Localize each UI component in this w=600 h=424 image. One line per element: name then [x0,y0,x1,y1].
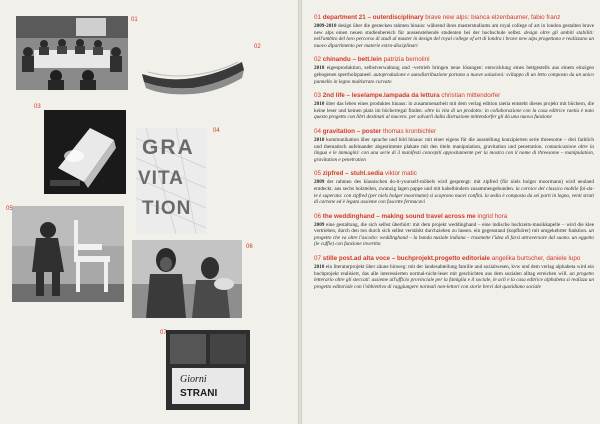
entry-body [314,23,594,49]
entry-text-de: design über die gestecken rahmen hinaus: während ihres masterstudiums am royal college of art in london gestalten brave new alps einen neuen studienbereich für aussenstehende studenten bei der hochschule selbst. [314,23,594,36]
entry-number: 02 [314,56,322,64]
entry-title: the weddinghand – making sound travel across me [322,212,476,220]
photo-number: 03 [34,104,41,110]
photo-01-image [16,16,128,90]
entry-body [314,264,594,290]
project-entry [314,14,594,49]
entry-body [314,65,594,85]
photo-04-image [136,128,206,234]
poster-line-3: TION [142,198,192,219]
photo-number: 01 [131,17,138,23]
project-entry [314,128,594,163]
entry-number: 03 [314,92,322,100]
entry-text-it: un progetto che va oltre l'ascolto: weddinghand – la banda nuziale indiana – trasmette l'idea di farsi attraversare dal suono. un oggetto (le cuffie) con funzione invertita [314,228,594,248]
entry-year: 2010 [314,101,325,108]
project-entry [314,255,594,290]
photo-02 [138,52,248,98]
project-entry [314,170,594,205]
entry-heading [314,213,594,221]
entry-number: 01 [314,14,322,21]
entry-title: zipfred – stuhl.sedia [322,170,384,178]
entry-title: gravitation – poster [322,127,382,135]
poster-line-1: GRA [142,136,195,159]
entry-authors: angelika burtscher, daniele lupo [490,255,581,263]
entry-text-de: eigenproduktion, selbstverwaltung und -vertrieb bringen neue lösungen: entwicklung eines bettgestells aus einem einzigen gebogenen sperrholzpaneel. [314,65,594,78]
entry-authors: ingrid hora [475,212,508,220]
photo-number: 05 [6,206,13,212]
entry-heading [314,128,594,136]
entry-year: 2009 [314,179,325,186]
entry-text-it: design oltre gli ambiti stabiliti: nell'ambito del loro percorso di studi al master in design del royal college of art di londra i brave new alps progettano e realizzano un nuovo dipartimento per materie extra-disciplinari [314,29,595,49]
book-line-1: Giorni [180,374,207,385]
entry-number: 04 [314,127,322,135]
left-page [0,0,298,424]
entry-heading [314,14,594,22]
entry-title: department 21 – outerdisciplinary [322,14,424,21]
photo-07 [166,330,250,410]
entry-year: 2010 [314,65,325,72]
entry-body [314,137,594,163]
entry-body [314,222,594,248]
entry-text-de: kommunikation über sprache und bild hinaus: mit einer eigens für die ausstellung konzipierten serie threesome – drei farblich und thematisch aufeinander abgestimmte plakate mit den titeln manipulation, gravitation und penetration. [314,136,594,150]
entry-text-it: un progetto letterario oltre gli steccati: assieme all'ufficio provinciale per la famiglia e il sociale, le acli e la casa editrice alphabeta si realizza un progetto editoriale con l'obbiettivo di raggiungere normali non-lettori con storie brevi dal quotidiano sociale [314,270,594,290]
entry-number: 06 [314,212,322,220]
photo-05-image [12,206,124,302]
entry-title: stille post.ad alta voce – buchprojekt.progetto editoriale [322,255,491,263]
entry-heading [314,255,594,263]
entry-text-de: der rahmen des klassischen do-it-yourself-möbels wird gesprengt: mit zipfred (für niels holger moormann) wird neuland entdeckt. aus sechs holzteilen, zwanzig lagen pappe und mit kabelbindern zusammengebunden. [314,179,594,192]
entry-body [314,179,594,205]
entry-year: 2009-2010 [314,23,337,29]
entry-authors: brave new alps: bianca elzenbaumer, fabio franz [423,14,561,21]
photo-03-image [44,110,126,194]
entry-heading [314,170,594,178]
entry-text-de: über das leben eines produktes hinaus: in zusammenarbeit mit dem verlag edition raetia entsteht dieses projekt mit büchern, die keine leser und keinen platz im bücherregal finden. [314,101,594,114]
entry-heading [314,56,594,64]
photo-03 [44,110,126,194]
photo-01 [16,16,128,90]
photo-04 [136,128,206,234]
entry-title: 2nd life – leselampe.lampada da lettura [322,92,440,100]
entry-year: 2010 [314,136,325,143]
project-entry [314,56,594,85]
entry-heading [314,92,594,100]
project-entries [314,14,594,297]
photo-07-image [166,330,250,410]
entry-year: 2010 [314,264,325,271]
photo-number: 06 [246,244,253,250]
photo-06 [132,240,242,318]
poster-line-2: VITA [138,168,184,189]
entry-authors: patrizia bernolini [381,56,430,64]
entry-number: 05 [314,170,322,178]
entry-text-de: ein literaturprojekt über zäune hinweg: mit der landesabteilung familie und sozialwesen, kvw und dem verlag alphabeta wird ein buchprojekt realisiert, das alle interessierten normal-nicht-leser mit geschichten aus dem sozialen alltag erreichen will. [314,264,594,277]
entry-authors: christian mittendorfer [439,92,501,100]
entry-text-it: la cornice del classico mobile fai-da-te è superata: con zipfred (per niels holger moormann) si scoprono nuovi confini. la sedia è composta da sei parti in legno, venti strati di cartone ed è legata assieme con fascette fermacavi [314,185,594,206]
entry-authors: thomas kronbichler [381,127,437,135]
entry-authors: viktor matic [383,170,417,178]
entry-number: 07 [314,255,322,263]
entry-body [314,101,594,121]
entry-text-it: oltre la vita di un prodotto: in collaborazione con la casa editrice raetia è nato questo progetto con libri destinati al macero. per salvarli dalla distruzione mittendorfer gli dà una nuova funzione [314,107,594,121]
right-page [302,0,600,424]
photo-number: 07 [160,330,167,336]
photo-02-image [138,52,248,98]
book-line-2: STRANI [180,388,218,399]
entry-title: chinandu – bett.lein [322,56,382,64]
entry-text-de: eine gestaltung, die sich selbst überhört: mit dem projekt weddinghand – eine indische hochzeits-musikkapelle – wird die klee vertrieben, durch den ton durch sich selbst verstärkt durchziehen zu lassen. ein gegenstand (kopfhörer) mit umgekehrter funktion. [314,221,594,235]
entry-year: 2009 [314,221,325,228]
photo-05 [12,206,124,302]
photo-number: 02 [254,44,261,50]
entry-text-it: autoproduzione e autodistribuzione portano a nuove soluzioni: sviluppo di un letto composto da un unico pannello in legno multistrato curvato [314,71,595,85]
entry-text-it: comunicazione oltre la lingua e le immagini: con una serie di 3 manifesti concepiti appositamente per la mostra con il nome di threesome – manipulation, gravitation e penetration [314,143,595,163]
photo-06-image [132,240,242,318]
photo-number: 04 [213,128,220,134]
project-entry [314,213,594,248]
project-entry [314,92,594,121]
